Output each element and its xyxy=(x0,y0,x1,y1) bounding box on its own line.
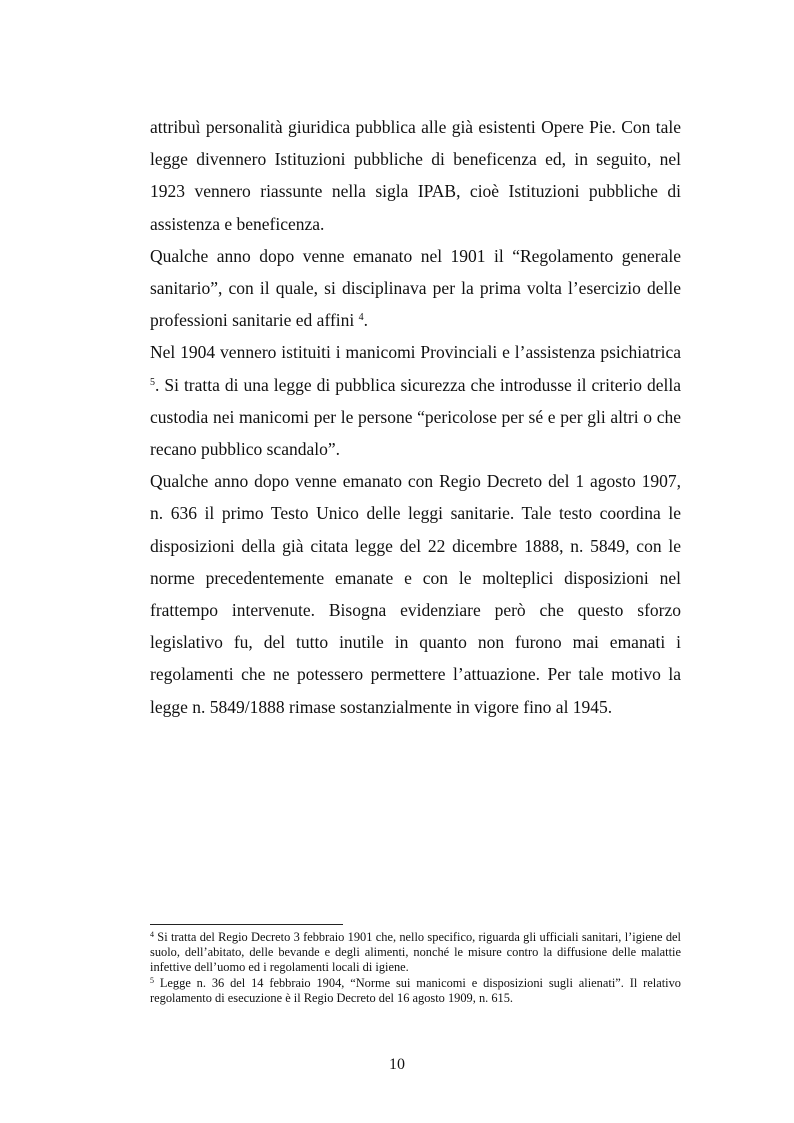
paragraph: Qualche anno dopo venne emanato con Regio Decreto del 1 agosto 1907, n. 636 il primo Testo Unico delle leggi sanitarie. Tale testo coordina le disposizioni della già citata legge del 22 dicembre 1888, n. 5849, con le norme precedentemente emanate e con le molteplici disposizioni nel frattempo intervenute. Bisogna evidenziare però che questo sforzo legislativo fu, del tutto inutile in quanto non furono mai emanati i regolamenti che ne potessero permettere l’attuazione. Per tale motivo la legge n. 5849/1888 rimase sostanzialmente in vigore fino al 1945. xyxy=(150,471,681,717)
paragraph: attribuì personalità giuridica pubblica alle già esistenti Opere Pie. Con tale legge divennero Istituzioni pubbliche di beneficenza ed, in seguito, nel 1923 vennero riassunte nella sigla IPAB, cioè Istituzioni pubbliche di assistenza e beneficenza. xyxy=(150,117,681,234)
footnotes xyxy=(150,930,681,1006)
body-text xyxy=(150,111,681,723)
footnote-number: 4 xyxy=(150,930,154,939)
footnote-reference[interactable]: 5 xyxy=(150,376,155,388)
page-number: 10 xyxy=(389,1056,405,1073)
footnote: $^4$ Si tratta del Regio Decreto 3 febbraio 1901 che, nello specifico, riguarda gli ufficiali sanitari, l’igiene del suolo, dell’abitato, delle bevande e degli alimenti, nonché le misure contro la diffusione delle malattie infettive dell’uomo ed i regolamenti locali di igiene. xyxy=(150,930,681,975)
paragraph: Nel 1904 vennero istituiti i manicomi Provinciali e l’assistenza psichiatrica $^5$. Si tratta di una legge di pubblica sicurezza che introdusse il criterio della custodia nei manicomi per le persone “pericolose per sé e per gli altri o che recano pubblico scandalo”. xyxy=(150,342,681,460)
footnote-number: 5 xyxy=(150,975,154,985)
paragraph: Qualche anno dopo venne emanato nel 1901 il “Regolamento generale sanitario”, con il quale, si disciplinava per la prima volta l’esercizio delle professioni sanitarie ed affini $^4$. xyxy=(150,245,681,331)
footnote-reference[interactable]: 4 xyxy=(358,312,364,324)
footnote-separator xyxy=(150,924,343,925)
footnote: $^5$ Legge n. 36 del 14 febbraio 1904, “Norme sui manicomi e disposizioni sugli alienati”. Il relativo regolamento di esecuzione è il Regio Decreto del 16 agosto 1909, n. 615. xyxy=(150,975,681,1005)
